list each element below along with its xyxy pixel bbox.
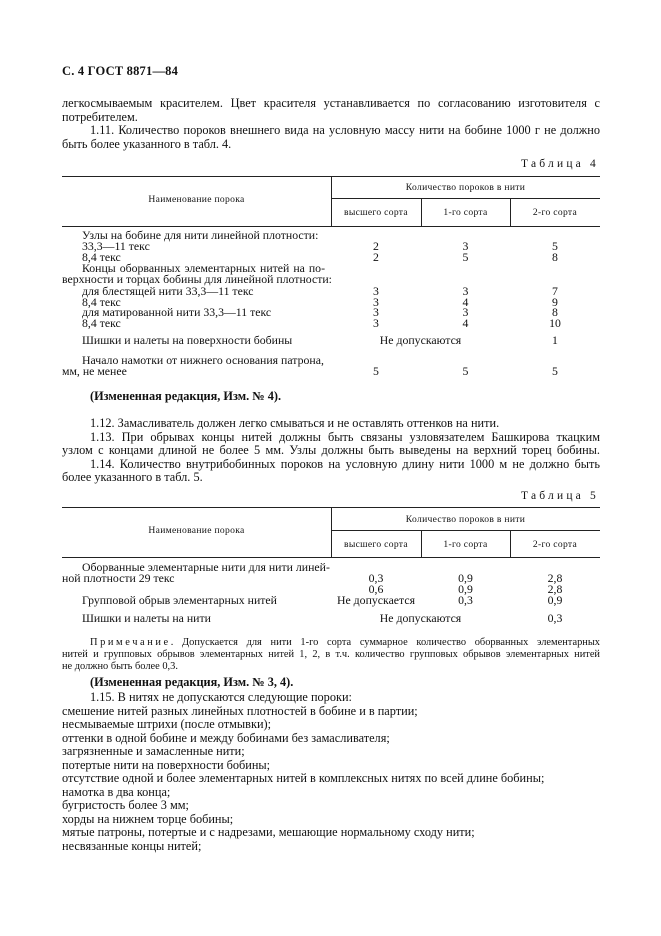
table4-value: 10 [549, 316, 561, 330]
table4-row-label: Начало намотки от нижнего основания патрона, [82, 353, 324, 367]
p113-line-2: узлом с концами длиной не более 5 мм. Узлы должны быть выведены на верхний торец бобины. [62, 443, 600, 457]
table4-value: 5 [552, 364, 558, 378]
defect-item: намотка в два конца; [62, 784, 171, 799]
p113-line-1: 1.13. При обрывах концы нитей должны быть связаны узловязателем Башкирова ткацким [90, 429, 600, 444]
note-line-3: не должно быть более 0,3. [62, 660, 178, 672]
table4-value: 3 [462, 284, 469, 298]
defect-item: хорды на нижнем торце бобины; [62, 811, 234, 826]
table5-value: Не допускаются [379, 611, 462, 625]
table5-col-grade-top: высшего сорта [344, 539, 408, 550]
table4-value: 4 [462, 295, 469, 309]
table5-value: Не допускается [336, 593, 416, 607]
table5-value: 0,9 [458, 571, 473, 585]
table4-col-name: Наименование порока [148, 194, 245, 205]
table4-value: 8 [552, 305, 558, 319]
table5-col-name: Наименование порока [148, 525, 245, 536]
table5-note [62, 637, 600, 672]
table5-value: 0,3 [547, 611, 563, 625]
intro-line-2: потребителем. [62, 109, 138, 124]
table5-col-grade-2: 2-го сорта [532, 539, 578, 550]
table4-value: 2 [373, 239, 379, 253]
table5-row-label: Групповой обрыв элементарных нитей [82, 593, 277, 607]
defect-item: смешение нитей разных линейных плотностей в бобине и в партии; [62, 703, 418, 718]
table5-value: 0,6 [368, 582, 384, 596]
table5-value: 0,3 [458, 593, 473, 607]
table4-row-label: верхности и торцах бобины для линейной плотности: [62, 272, 332, 286]
table5-value: 0,9 [547, 593, 563, 607]
note-label: Примечание [90, 637, 171, 648]
defect-item: несмываемые штрихи (после отмывки); [62, 717, 272, 731]
p112: 1.12. Замасливатель должен легко смываться и не оставлять оттенков на нити. [90, 416, 500, 430]
edit-note-1: (Измененная редакция, Изм. № 4). [90, 389, 282, 403]
defect-item: бугристость более 3 мм; [62, 798, 189, 812]
defect-item: мятые патроны, потертые и с надрезами, мешающие нормальному сходу нити; [62, 825, 475, 839]
table4-value: 5 [373, 364, 379, 378]
table4-value: 8 [552, 250, 558, 264]
table5-col-group: Количество пороков в нити [405, 514, 526, 525]
table4-value: 5 [552, 239, 558, 253]
table4-row-label: 8,4 текс [82, 250, 121, 264]
page-header: С. 4 ГОСТ 8871—84 [62, 64, 179, 78]
table5-row-label: Шишки и налеты на нити [82, 611, 211, 625]
p111-line-2: быть более указанного в табл. 4. [62, 136, 232, 151]
table4-row-label: Шишки и налеты на поверхности бобины [82, 333, 293, 347]
table4-row-label: Концы оборванных элементарных нитей на по- [82, 261, 325, 275]
table5-row-label: ной плотности 29 текс [62, 571, 175, 585]
table4-value: 1 [552, 333, 558, 347]
table5-caption: Таблица 5 [521, 490, 599, 502]
paragraphs-112-114 [62, 417, 600, 485]
table4-row-label: Узлы на бобине для нити линейной плотности: [82, 228, 319, 242]
table5-group-rule [331, 530, 600, 531]
table5-value: 0,9 [458, 582, 473, 596]
table4-value: 5 [462, 250, 469, 264]
p115-intro: 1.15. В нитях не допускаются следующие пороки: [90, 690, 352, 704]
table5-header-bottom-rule [62, 557, 600, 558]
defect-item: отсутствие одной и более элементарных нитей в комплексных нитях по всей длине бобины; [62, 771, 545, 785]
table5-row-label: Оборванные элементарные нити для нити линей- [82, 560, 330, 574]
table4-value: 9 [552, 295, 558, 309]
table4-value: 3 [373, 284, 379, 298]
table4-value: 3 [373, 316, 379, 330]
note-line-2: нитей и групповых обрывов элементарных нитей 1, 2, в т.ч. количество групповых обрывов элементарных нитей [62, 648, 600, 660]
table4-row-label: для матированной нити 33,3—11 текс [82, 305, 272, 319]
p114-line-1: 1.14. Количество внутрибобинных пороков на условную длину нити 1000 м не должно быть [90, 456, 600, 471]
table4-value: 3 [373, 295, 379, 309]
table4-col-grade-1: 1-го сорта [443, 207, 488, 218]
p115-list [62, 691, 600, 853]
defect-item: потертые нити на поверхности бобины; [62, 757, 271, 772]
table4-header-bottom-rule [62, 226, 600, 227]
table4-col-grade-2: 2-го сорта [532, 207, 578, 218]
table4-row-label: для блестящей нити 33,3—11 текс [82, 284, 254, 298]
table5-value: 2,8 [547, 571, 563, 585]
intro-paragraph [62, 97, 600, 151]
table4-col-group: Количество пороков в нити [405, 182, 526, 193]
table4-row-label: мм, не менее [62, 364, 127, 378]
table4-row-label: 8,4 текс [82, 316, 121, 330]
table5-value: 2,8 [547, 582, 563, 596]
defect-item: несвязанные концы нитей; [62, 838, 202, 853]
table4-row-label: 33,3—11 текс [82, 239, 150, 253]
note-line-1 [62, 637, 600, 649]
table5-col-grade-1: 1-го сорта [443, 539, 488, 550]
note-line-1-rest: . Допускается для нити 1-го сорта суммарное количество оборванных элементарных [170, 637, 600, 648]
table4-col-grade-top: высшего сорта [344, 207, 408, 218]
defect-item: загрязненные и замасленные нити; [62, 744, 245, 758]
table5-value: 0,3 [368, 571, 384, 585]
defect-item: оттенки в одной бобине и между бобинами без замасливателя; [62, 730, 390, 745]
table4-value: 3 [462, 305, 469, 319]
p111-line-1: 1.11. Количество пороков внешнего вида на условную массу нити на бобине 1000 г не должно [90, 123, 600, 137]
p114-line-2: более указанного в табл. 5. [62, 470, 203, 484]
edit-note-2: (Измененная редакция, Изм. № 3, 4). [90, 675, 294, 689]
table4-value: 3 [462, 239, 469, 253]
table4-group-rule [331, 198, 600, 199]
table4-value: 2 [373, 250, 379, 264]
table4-value: 7 [552, 284, 558, 298]
table4-row-label: 8,4 текс [82, 295, 121, 309]
table4-value: 5 [462, 364, 469, 378]
table4-caption: Таблица 4 [521, 158, 599, 170]
intro-line-1: легкосмываемым красителем. Цвет красителя устанавливается по согласованию изготовителя с [62, 96, 600, 110]
table4-value: 4 [462, 316, 469, 330]
table4-value: 3 [373, 305, 379, 319]
table4-value: Не допускаются [379, 333, 462, 347]
